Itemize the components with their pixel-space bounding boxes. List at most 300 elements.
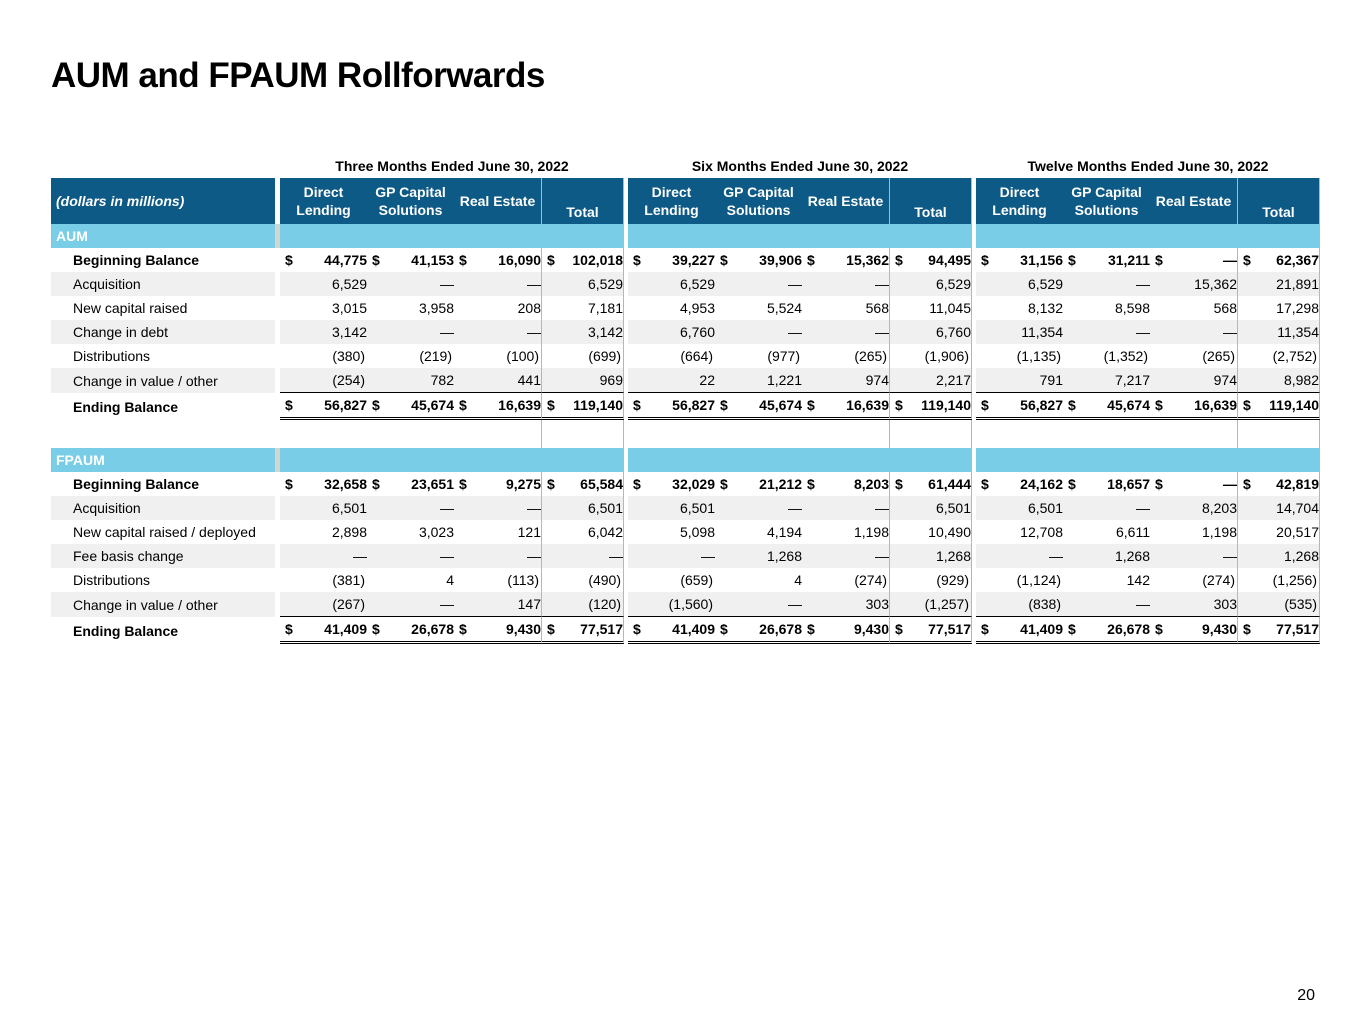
cell-value: — — [1223, 548, 1237, 564]
cell-value: (113) — [507, 572, 539, 588]
cell-value: 303 — [865, 596, 889, 612]
cell-value: 16,639 — [498, 397, 541, 413]
table-row — [51, 472, 1320, 496]
table-cell — [541, 544, 624, 568]
cell-value: 9,430 — [853, 621, 889, 637]
table-cell — [280, 520, 367, 544]
cell-value: 32,029 — [672, 476, 715, 492]
table-cell — [889, 296, 972, 320]
cell-value: 568 — [1213, 300, 1237, 316]
column-header: Direct Lending — [976, 178, 1063, 224]
dollar-sign: $ — [633, 397, 641, 413]
cell-value: (120) — [588, 596, 621, 612]
table-cell — [1150, 272, 1237, 296]
table-cell — [889, 617, 972, 644]
cell-value: 9,430 — [505, 621, 541, 637]
row-label: Ending Balance — [73, 398, 179, 415]
dollar-sign: $ — [372, 476, 380, 492]
cell-value: — — [788, 500, 802, 516]
table-cell — [628, 568, 715, 592]
row-label: Change in debt — [51, 320, 275, 344]
table-cell — [280, 248, 367, 272]
dollar-sign: $ — [547, 252, 555, 268]
period-header: Twelve Months Ended June 30, 2022 — [1027, 158, 1269, 174]
cell-value: (838) — [1028, 596, 1061, 612]
units-label: (dollars in millions) — [51, 178, 275, 224]
table-cell — [715, 248, 802, 272]
table-cell — [1150, 520, 1237, 544]
row-label: Beginning Balance — [73, 252, 200, 268]
cell-value: (381) — [332, 572, 365, 588]
row-label: New capital raised / deployed — [73, 524, 256, 540]
row-label: Distributions — [73, 572, 151, 588]
cell-value: — — [1136, 500, 1150, 516]
table-cell — [889, 568, 972, 592]
cell-value: 969 — [599, 372, 623, 388]
cell-value: (1,135) — [1016, 348, 1061, 364]
cell-value: (267) — [332, 596, 365, 612]
table-row — [51, 248, 1320, 272]
table-cell — [715, 272, 802, 296]
table-cell — [1150, 592, 1237, 617]
table-cell — [454, 592, 541, 617]
dollar-sign: $ — [807, 476, 815, 492]
table-cell — [802, 368, 889, 393]
dollar-sign: $ — [633, 621, 641, 637]
table-cell — [367, 296, 454, 320]
table-cell — [280, 592, 367, 617]
table-cell — [628, 248, 715, 272]
table-cell — [802, 592, 889, 617]
table-cell — [715, 472, 802, 496]
table-cell — [1150, 368, 1237, 393]
table-cell — [1237, 344, 1320, 368]
column-header: GP Capital Solutions — [1063, 178, 1150, 224]
dollar-sign: $ — [547, 476, 555, 492]
section-spacer — [51, 420, 1320, 448]
cell-value: 8,598 — [1114, 300, 1150, 316]
table-cell — [802, 320, 889, 344]
table-row — [51, 568, 1320, 592]
cell-value: (699) — [588, 348, 621, 364]
dollar-sign: $ — [720, 252, 728, 268]
table-cell — [976, 393, 1063, 420]
cell-value: 3,958 — [418, 300, 454, 316]
cell-value: (274) — [1202, 572, 1235, 588]
cell-value: (1,352) — [1103, 348, 1148, 364]
table-cell — [367, 520, 454, 544]
table-cell — [1150, 393, 1237, 420]
cell-value: (929) — [936, 572, 969, 588]
column-header: GP Capital Solutions — [715, 178, 802, 224]
table-cell — [802, 496, 889, 520]
table-cell — [454, 296, 541, 320]
table-cell — [280, 368, 367, 393]
cell-value: 1,198 — [853, 524, 889, 540]
table-cell — [976, 520, 1063, 544]
cell-value: 3,015 — [331, 300, 367, 316]
table-row — [51, 296, 1320, 320]
table-cell — [1237, 496, 1320, 520]
cell-value: 31,156 — [1020, 252, 1063, 268]
table-cell — [541, 248, 624, 272]
cell-value: 22 — [699, 372, 715, 388]
table-cell — [454, 617, 541, 644]
section-header-row — [51, 448, 1320, 472]
dollar-sign: $ — [895, 252, 903, 268]
table-cell — [976, 496, 1063, 520]
cell-value: 119,140 — [921, 397, 971, 413]
cell-value: — — [440, 500, 454, 516]
table-cell — [541, 472, 624, 496]
table-cell — [802, 344, 889, 368]
cell-value: 8,132 — [1027, 300, 1063, 316]
cell-value: — — [1136, 276, 1150, 292]
table-cell — [367, 544, 454, 568]
column-header-row — [51, 178, 1320, 224]
table-cell — [1150, 296, 1237, 320]
table-cell — [976, 544, 1063, 568]
table-cell — [367, 248, 454, 272]
table-cell — [889, 320, 972, 344]
table-cell — [1150, 617, 1237, 644]
table-cell — [889, 393, 972, 420]
cell-value: 7,181 — [587, 300, 623, 316]
dollar-sign: $ — [1155, 252, 1163, 268]
table-cell — [976, 320, 1063, 344]
table-cell — [715, 520, 802, 544]
dollar-sign: $ — [633, 252, 641, 268]
cell-value: (1,257) — [924, 596, 969, 612]
row-label: Beginning Balance — [73, 476, 200, 492]
table-cell — [628, 496, 715, 520]
table-cell — [454, 544, 541, 568]
table-cell — [1150, 544, 1237, 568]
table-row — [51, 344, 1320, 368]
cell-value: 6,501 — [1027, 500, 1063, 516]
table-cell — [367, 368, 454, 393]
table-cell — [802, 272, 889, 296]
table-cell — [1063, 496, 1150, 520]
cell-value: 3,023 — [418, 524, 454, 540]
cell-value: — — [527, 548, 541, 564]
dollar-sign: $ — [547, 621, 555, 637]
cell-value: — — [1223, 252, 1237, 268]
table-cell — [976, 272, 1063, 296]
table-cell — [454, 272, 541, 296]
cell-value: 974 — [1213, 372, 1237, 388]
dollar-sign: $ — [459, 621, 467, 637]
table-cell — [889, 368, 972, 393]
column-header: Direct Lending — [628, 178, 715, 224]
cell-value: — — [875, 500, 889, 516]
cell-value: 6,529 — [1027, 276, 1063, 292]
cell-value: — — [440, 596, 454, 612]
cell-value: 16,090 — [498, 252, 541, 268]
table-cell — [1063, 592, 1150, 617]
cell-value: 782 — [430, 372, 454, 388]
cell-value: — — [875, 548, 889, 564]
cell-value: — — [353, 548, 367, 564]
dollar-sign: $ — [1068, 621, 1076, 637]
section-label: AUM — [51, 224, 275, 248]
cell-value: 41,153 — [411, 252, 454, 268]
column-header: Total — [541, 178, 624, 224]
dollar-sign: $ — [720, 621, 728, 637]
row-label: Change in value / other — [51, 592, 275, 617]
rollforward-table — [51, 154, 1320, 644]
cell-value: — — [440, 276, 454, 292]
column-header: GP Capital Solutions — [367, 178, 454, 224]
table-cell — [1237, 296, 1320, 320]
table-row — [51, 617, 1320, 644]
cell-value: 6,529 — [935, 276, 971, 292]
table-cell — [889, 272, 972, 296]
row-label: Acquisition — [51, 496, 275, 520]
table-cell — [976, 472, 1063, 496]
cell-value: (219) — [419, 348, 452, 364]
cell-value: 42,819 — [1276, 476, 1319, 492]
table-cell — [541, 617, 624, 644]
table-cell — [280, 544, 367, 568]
table-cell — [976, 617, 1063, 644]
table-cell — [628, 520, 715, 544]
table-cell — [715, 592, 802, 617]
cell-value: 6,529 — [679, 276, 715, 292]
dollar-sign: $ — [981, 621, 989, 637]
table-row — [51, 393, 1320, 420]
table-cell — [976, 368, 1063, 393]
table-cell — [802, 544, 889, 568]
dollar-sign: $ — [1243, 621, 1251, 637]
cell-value: — — [875, 276, 889, 292]
cell-value: 31,211 — [1107, 252, 1150, 268]
table-cell — [541, 368, 624, 393]
table-cell — [802, 568, 889, 592]
table-cell — [1237, 568, 1320, 592]
cell-value: 26,678 — [1107, 621, 1150, 637]
table-cell — [1237, 368, 1320, 393]
table-cell — [1237, 592, 1320, 617]
table-cell — [1237, 320, 1320, 344]
cell-value: 61,444 — [928, 476, 971, 492]
cell-value: — — [527, 276, 541, 292]
table-cell — [889, 344, 972, 368]
dollar-sign: $ — [1243, 476, 1251, 492]
column-header: Total — [1237, 178, 1320, 224]
table-cell — [715, 544, 802, 568]
row-label: Ending Balance — [73, 622, 179, 639]
cell-value: 119,140 — [1269, 397, 1319, 413]
dollar-sign: $ — [1155, 397, 1163, 413]
table-cell — [715, 496, 802, 520]
cell-value: 16,639 — [846, 397, 889, 413]
table-cell — [889, 592, 972, 617]
section-label: FPAUM — [51, 448, 275, 472]
period-header: Three Months Ended June 30, 2022 — [335, 158, 569, 174]
table-cell — [802, 472, 889, 496]
cell-value: 11,354 — [1277, 324, 1319, 340]
table-cell — [280, 296, 367, 320]
cell-value: 8,203 — [853, 476, 889, 492]
cell-value: 24,162 — [1020, 476, 1063, 492]
dollar-sign: $ — [895, 476, 903, 492]
section-header-row — [51, 224, 1320, 248]
table-cell — [715, 393, 802, 420]
dollar-sign: $ — [459, 397, 467, 413]
cell-value: 2,898 — [331, 524, 367, 540]
cell-value: 6,760 — [935, 324, 971, 340]
table-cell — [367, 344, 454, 368]
cell-value: 39,906 — [759, 252, 802, 268]
table-cell — [976, 248, 1063, 272]
cell-value: 6,760 — [679, 324, 715, 340]
table-cell — [802, 393, 889, 420]
row-label: Change in value / other — [51, 368, 275, 393]
cell-value: (535) — [1284, 596, 1317, 612]
cell-value: — — [440, 548, 454, 564]
cell-value: — — [1049, 548, 1063, 564]
cell-value: — — [875, 324, 889, 340]
dollar-sign: $ — [1155, 476, 1163, 492]
table-cell — [889, 248, 972, 272]
page-title: AUM and FPAUM Rollforwards — [51, 56, 545, 95]
table-cell — [802, 520, 889, 544]
cell-value: 6,501 — [935, 500, 971, 516]
dollar-sign: $ — [547, 397, 555, 413]
table-cell — [454, 393, 541, 420]
table-cell — [976, 592, 1063, 617]
dollar-sign: $ — [720, 397, 728, 413]
cell-value: (265) — [1202, 348, 1235, 364]
table-cell — [367, 568, 454, 592]
cell-value: (977) — [767, 348, 800, 364]
cell-value: 8,203 — [1201, 500, 1237, 516]
table-cell — [1237, 272, 1320, 296]
dollar-sign: $ — [807, 252, 815, 268]
cell-value: 56,827 — [672, 397, 715, 413]
table-cell — [280, 568, 367, 592]
table-cell — [628, 592, 715, 617]
table-cell — [976, 296, 1063, 320]
cell-value: 441 — [517, 372, 541, 388]
table-cell — [1063, 520, 1150, 544]
cell-value: 11,045 — [929, 300, 971, 316]
cell-value: 1,221 — [766, 372, 802, 388]
dollar-sign: $ — [981, 397, 989, 413]
cell-value: 26,678 — [411, 621, 454, 637]
table-cell — [889, 544, 972, 568]
cell-value: 7,217 — [1114, 372, 1150, 388]
table-body — [51, 224, 1320, 644]
table-cell — [976, 344, 1063, 368]
table-cell — [1150, 568, 1237, 592]
table-cell — [1150, 496, 1237, 520]
cell-value: 41,409 — [672, 621, 715, 637]
dollar-sign: $ — [807, 397, 815, 413]
dollar-sign: $ — [285, 397, 293, 413]
cell-value: 142 — [1126, 572, 1150, 588]
dollar-sign: $ — [1068, 397, 1076, 413]
cell-value: 147 — [517, 596, 541, 612]
table-cell — [280, 344, 367, 368]
cell-value: 94,495 — [928, 252, 971, 268]
table-cell — [367, 592, 454, 617]
cell-value: 9,275 — [505, 476, 541, 492]
table-cell — [1237, 617, 1320, 644]
cell-value: (254) — [332, 372, 365, 388]
cell-value: 44,775 — [324, 252, 367, 268]
cell-value: — — [701, 548, 715, 564]
dollar-sign: $ — [459, 252, 467, 268]
table-cell — [454, 368, 541, 393]
table-cell — [715, 296, 802, 320]
cell-value: (1,560) — [668, 596, 713, 612]
cell-value: (380) — [332, 348, 365, 364]
table-cell — [541, 568, 624, 592]
table-cell — [541, 496, 624, 520]
cell-value: — — [440, 324, 454, 340]
dollar-sign: $ — [1243, 252, 1251, 268]
table-cell — [715, 617, 802, 644]
cell-value: — — [788, 276, 802, 292]
cell-value: 5,524 — [766, 300, 802, 316]
table-cell — [889, 496, 972, 520]
table-cell — [1237, 472, 1320, 496]
table-cell — [454, 320, 541, 344]
table-cell — [367, 472, 454, 496]
cell-value: (659) — [680, 572, 713, 588]
table-row — [51, 496, 1320, 520]
cell-value: 3,142 — [587, 324, 623, 340]
cell-value: 4 — [794, 572, 802, 588]
table-cell — [1237, 248, 1320, 272]
cell-value: 77,517 — [1276, 621, 1319, 637]
column-header: Real Estate — [1150, 178, 1237, 224]
cell-value: 41,409 — [1020, 621, 1063, 637]
table-cell — [976, 568, 1063, 592]
cell-value: — — [1223, 324, 1237, 340]
table-cell — [1063, 568, 1150, 592]
table-cell — [628, 320, 715, 344]
cell-value: 791 — [1039, 372, 1063, 388]
cell-value: 12,708 — [1020, 524, 1063, 540]
cell-value: 1,268 — [1114, 548, 1150, 564]
dollar-sign: $ — [285, 252, 293, 268]
table-cell — [628, 368, 715, 393]
cell-value: 1,268 — [766, 548, 802, 564]
table-row — [51, 544, 1320, 568]
cell-value: 77,517 — [928, 621, 971, 637]
cell-value: 4,953 — [679, 300, 715, 316]
table-cell — [454, 248, 541, 272]
table-cell — [1237, 544, 1320, 568]
period-header-row — [51, 154, 1320, 178]
cell-value: 77,517 — [580, 621, 623, 637]
dollar-sign: $ — [285, 476, 293, 492]
table-cell — [628, 272, 715, 296]
cell-value: 6,501 — [679, 500, 715, 516]
cell-value: 20,517 — [1276, 524, 1319, 540]
cell-value: (490) — [588, 572, 621, 588]
cell-value: 6,611 — [1116, 524, 1150, 540]
dollar-sign: $ — [285, 621, 293, 637]
table-row — [51, 272, 1320, 296]
table-cell — [1150, 344, 1237, 368]
dollar-sign: $ — [372, 621, 380, 637]
table-cell — [1150, 472, 1237, 496]
row-label: Fee basis change — [51, 544, 275, 568]
